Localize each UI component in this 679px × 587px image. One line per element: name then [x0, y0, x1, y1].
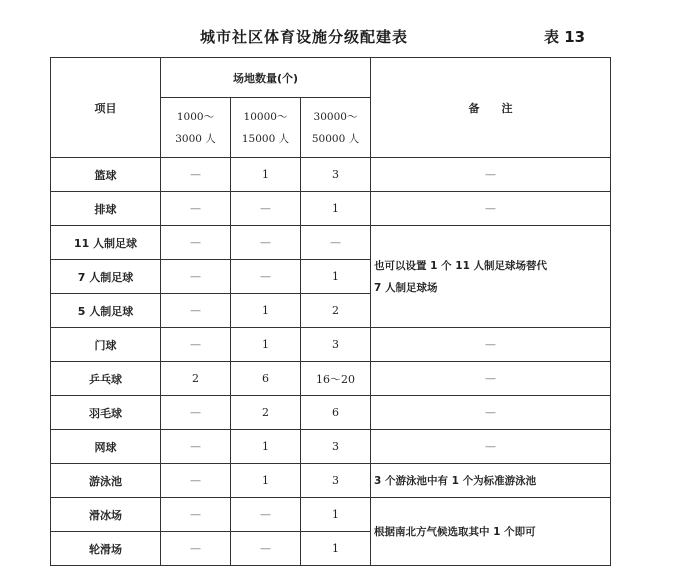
- table-row: 排球 — — 1 —: [51, 192, 611, 226]
- table-row: 轮滑场 — — 1: [51, 532, 611, 566]
- header-count-group: 场地数量(个): [161, 58, 371, 98]
- header-sub-2: 10000～ 15000 人: [231, 98, 301, 158]
- table-title: 城市社区体育设施分级配建表: [200, 28, 409, 46]
- header-sub-3: 30000～ 50000 人: [301, 98, 371, 158]
- table-row: 乒乓球 2 6 16～20 —: [51, 362, 611, 396]
- table-row: 羽毛球 — 2 6 —: [51, 396, 611, 430]
- note-skating: 根据南北方气候选取其中 1 个即可: [371, 498, 611, 566]
- header-item: 项目: [51, 58, 161, 158]
- table-row: 7 人制足球 — — 1: [51, 260, 611, 294]
- table-row: 网球 — 1 3 —: [51, 430, 611, 464]
- note-football: 也可以设置 1 个 11 人制足球场替代 7 人制足球场: [371, 226, 611, 328]
- table-number: 表 13: [544, 28, 586, 46]
- table-row: 11 人制足球 — — — 也可以设置 1 个 11 人制足球场替代 7 人制足球场: [51, 226, 611, 260]
- note-pool: 3 个游泳池中有 1 个为标准游泳池: [371, 464, 611, 498]
- table-row: 门球 — 1 3 —: [51, 328, 611, 362]
- table-row: 篮球 — 1 3 —: [51, 158, 611, 192]
- table-row: 5 人制足球 — 1 2: [51, 294, 611, 328]
- table-row: 滑冰场 — — 1 根据南北方气候选取其中 1 个即可: [51, 498, 611, 532]
- facility-allocation-table: [50, 57, 611, 566]
- header-note: 备 注: [371, 58, 611, 158]
- header-sub-1: 1000～ 3000 人: [161, 98, 231, 158]
- table-row: 游泳池 — 1 3 3 个游泳池中有 1 个为标准游泳池: [51, 464, 611, 498]
